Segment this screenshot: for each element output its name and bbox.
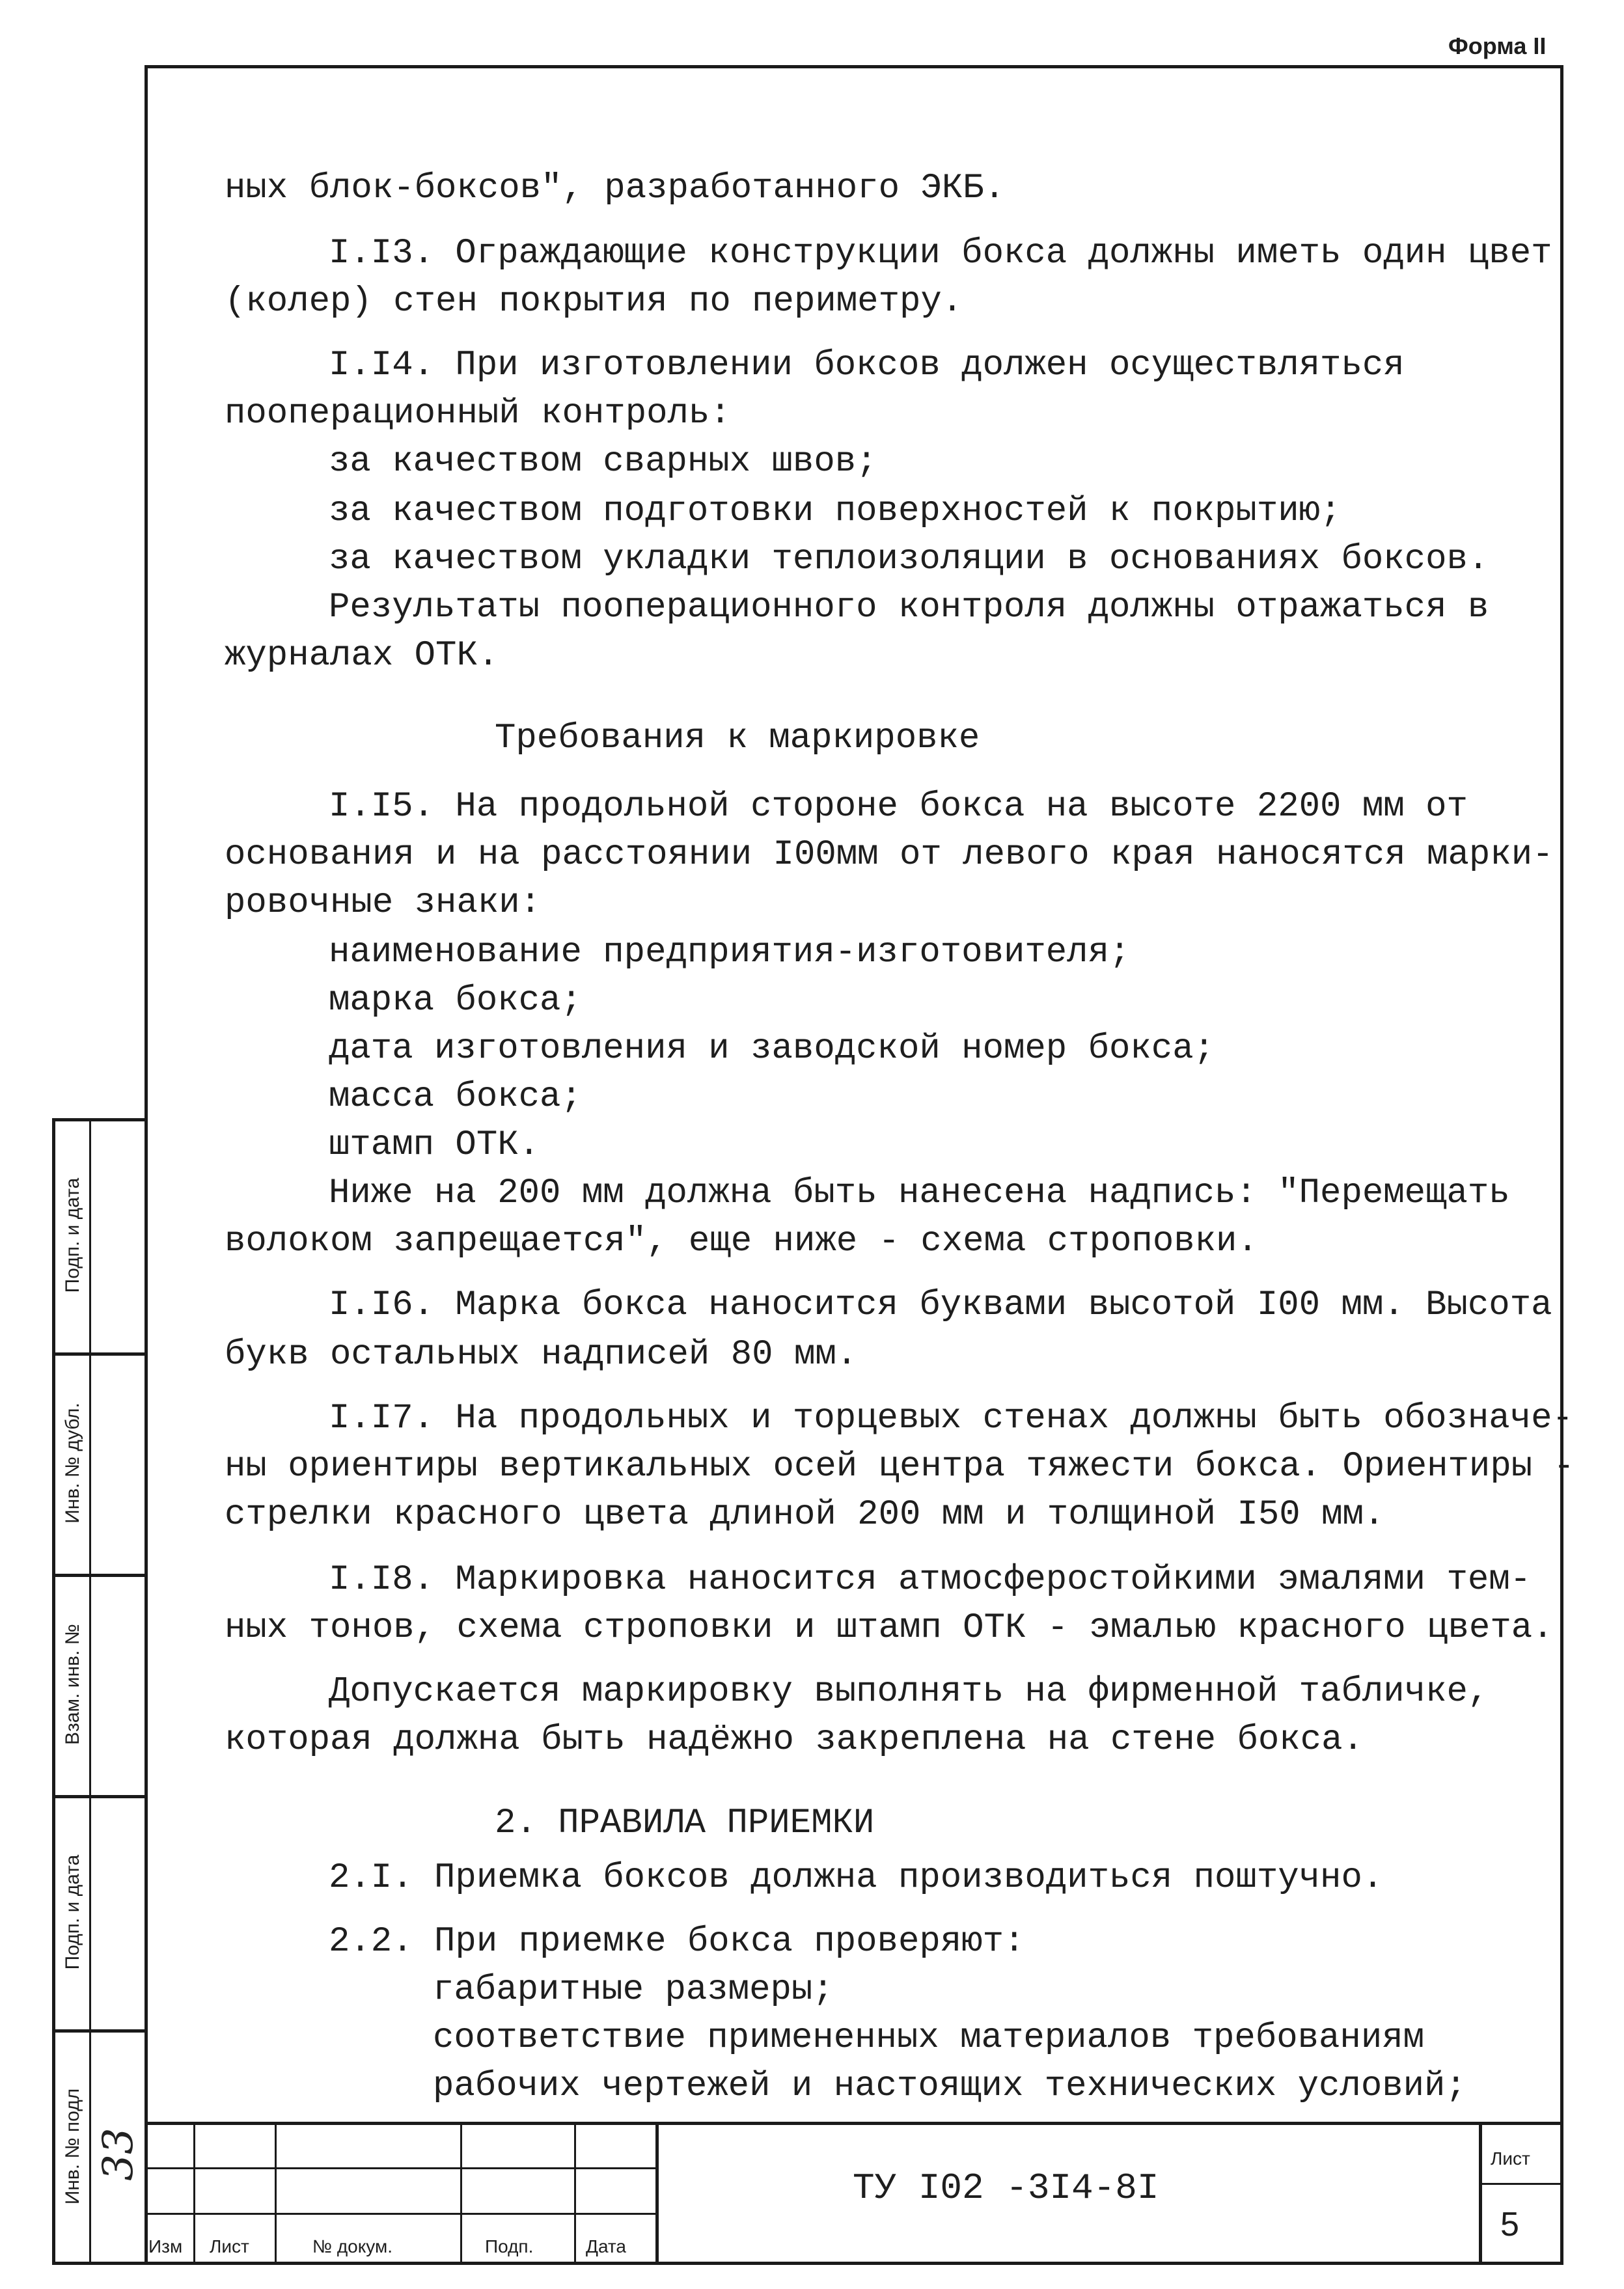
frame-bottom (52, 2262, 1563, 2265)
body-line: дата изготовления и заводской номер бокса; (329, 1029, 1215, 1069)
col-izm: Изм (148, 2236, 183, 2256)
body-line: за качеством укладки теплоизоляции в основаниях боксов. (329, 540, 1489, 579)
tb-row (145, 2167, 659, 2169)
body-line: (колер) стен покрытия по периметру. (225, 282, 963, 322)
tb-row (145, 2213, 659, 2215)
side-label-podp-data: Подп. и дата (62, 1177, 83, 1293)
body-line: стрелки красного цвета длиной 200 мм и толщиной I50 мм. (225, 1495, 1385, 1535)
body-line: за качеством сварных швов; (329, 442, 877, 482)
side-label-podp-data-2: Подп. и дата (62, 1854, 83, 1970)
body-line: ных блок-боксов", разработанного ЭКБ. (225, 169, 1005, 208)
body-line: штамп ОТК. (329, 1125, 540, 1165)
tb-col (1479, 2122, 1482, 2262)
col-podp: Подп. (485, 2236, 534, 2256)
col-data: Дата (586, 2236, 627, 2256)
side-left-border (52, 1118, 55, 2265)
sheet-number: 5 (1500, 2206, 1519, 2243)
body-line: которая должна быть надёжно закреплена на стене бокса. (225, 1720, 1364, 1760)
body-line: I.I6. Марка бокса наносится буквами высотой I00 мм. Высота (329, 1285, 1552, 1325)
tb-col (275, 2122, 277, 2262)
section-heading-marking: Требования к маркировке (495, 719, 980, 758)
body-line: волоком запрещается", еще ниже - схема строповки. (225, 1222, 1258, 1261)
tb-top (145, 2122, 1563, 2125)
side-label-inv-dubl: Инв. № дубл. (62, 1403, 83, 1524)
col-list: Лист (210, 2236, 249, 2256)
side-label-inv-podl: Инв. № подл (62, 2088, 83, 2205)
body-line: 2.2. При приемке бокса проверяют: (329, 1922, 1025, 1962)
body-line: журналах ОТК. (225, 636, 499, 676)
body-line: Допускается маркировку выполнять на фирменной табличке, (329, 1672, 1489, 1712)
body-line: I.I3. Ограждающие конструкции бокса должны иметь один цвет (329, 234, 1552, 273)
form-label: Форма II (1448, 33, 1547, 59)
side-top (52, 1118, 148, 1121)
body-line: соответствие примененных материалов требованиям (433, 2018, 1425, 2058)
side-label-vzam-inv: Взам. инв. № (62, 1624, 83, 1745)
body-line: Ниже на 200 мм должна быть нанесена надпись: "Перемещать (329, 1173, 1510, 1213)
col-dokum: № докум. (312, 2236, 393, 2256)
section-heading-acceptance: 2. ПРАВИЛА ПРИЕМКИ (495, 1803, 875, 1843)
body-line: ных тонов, схема строповки и штамп ОТК - эмалью красного цвета. (225, 1608, 1554, 1648)
body-line: I.I5. На продольной стороне бокса на высоте 2200 мм от (329, 787, 1468, 827)
body-line: Результаты пооперационного контроля должны отражаться в (329, 588, 1489, 627)
body-line: рабочих чертежей и настоящих технических условий; (433, 2066, 1466, 2106)
body-line: основания и на расстоянии I00мм от левого края наносятся марки- (225, 835, 1554, 875)
frame-left (145, 65, 148, 2265)
body-line: ны ориентиры вертикальных осей центра тяжести бокса. Ориентиры - (225, 1447, 1575, 1487)
side-row-sep (52, 1352, 148, 1356)
body-line: масса бокса; (329, 1077, 582, 1117)
body-line: букв остальных надписей 80 мм. (225, 1335, 858, 1375)
body-line: ровочные знаки: (225, 883, 542, 923)
tb-col (460, 2122, 462, 2262)
body-line: за качеством подготовки поверхностей к покрытию; (329, 491, 1342, 531)
side-divider (89, 1118, 91, 2265)
body-line: I.I7. На продольных и торцевых стенах должны быть обозначе- (329, 1399, 1573, 1438)
tb-col (193, 2122, 195, 2262)
side-handwritten-number: 33 (94, 2128, 143, 2181)
document-code: ТУ I02 -3I4-8I (853, 2167, 1159, 2209)
body-line: наименование предприятия-изготовителя; (329, 933, 1131, 972)
frame-right (1560, 65, 1563, 2265)
body-line: I.I8. Маркировка наносится атмосферостойкими эмалями тем- (329, 1560, 1532, 1600)
side-row-sep (52, 1574, 148, 1577)
frame-top (145, 65, 1563, 68)
body-line: габаритные размеры; (433, 1970, 834, 2010)
tb-sheet-sep (1479, 2183, 1563, 2185)
sheet-label: Лист (1491, 2148, 1530, 2169)
body-line: 2.I. Приемка боксов должна производиться поштучно. (329, 1858, 1384, 1898)
body-line: марка бокса; (329, 981, 582, 1021)
side-row-sep (52, 2029, 148, 2033)
tb-col (574, 2122, 576, 2262)
tb-col (655, 2122, 659, 2262)
body-line: пооперационный контроль: (225, 394, 731, 433)
body-line: I.I4. При изготовлении боксов должен осуществляться (329, 346, 1405, 385)
side-row-sep (52, 1795, 148, 1798)
